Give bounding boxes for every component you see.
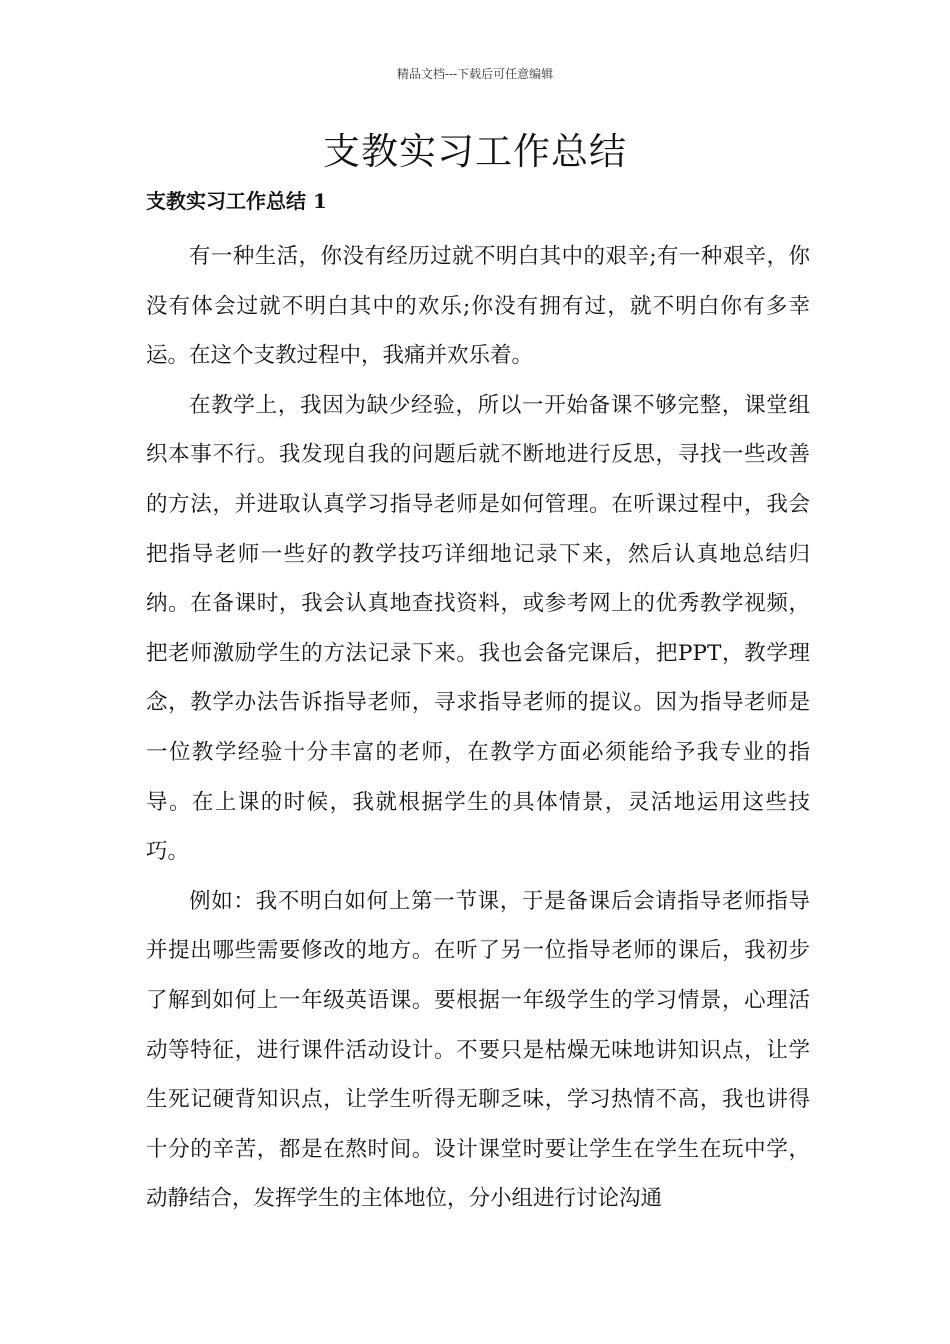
paragraph-2: 在教学上，我因为缺少经验，所以一开始备课不够完整，课堂组织本事不行。我发现自我的问题后就不断地进行反思，寻找一些改善的方法，并进取认真学习指导老师是如何管理。在听课过程中，我会把指导老师一些好的教学技巧详细地记录下来，然后认真地总结归纳。在备课时，我会认真地查找资料，或参考网上的优秀教学视频，把老师激励学生的方法记录下来。我也会备完课后，把PPT，教学理念，教学办法告诉指导老师，寻求指导老师的提议。因为指导老师是一位教学经验十分丰富的老师，在教学方面必须能给予我专业的指导。在上课的时候，我就根据学生的具体情景，灵活地运用这些技巧。 xyxy=(146,392,810,865)
paragraph-3: 例如：我不明白如何上第一节课，于是备课后会请指导老师指导并提出哪些需要修改的地方。在听了另一位指导老师的课后，我初步了解到如何上一年级英语课。要根据一年级学生的学习情景，心理活动等特征，进行课件活动设计。不要只是枯燥无味地讲知识点，让学生死记硬背知识点，让学生听得无聊乏味，学习热情不高，我也讲得十分的辛苦，都是在熬时间。设计课堂时要让学生在学生在玩中学，动静结合，发挥学生的主体地位，分小组进行讨论沟通 xyxy=(146,888,810,1212)
section-subtitle: 支教实习工作总结 1 xyxy=(146,189,327,213)
paragraph-1: 有一种生活，你没有经历过就不明白其中的艰辛;有一种艰辛，你没有体会过就不明白其中的欢乐;你没有拥有过，就不明白你有多幸运。在这个支教过程中，我痛并欢乐着。 xyxy=(146,244,810,369)
document-title: 支教实习工作总结 xyxy=(323,130,627,173)
document-body xyxy=(146,232,810,1224)
header-note: 精品文档---下载后可任意编辑 xyxy=(396,67,554,81)
